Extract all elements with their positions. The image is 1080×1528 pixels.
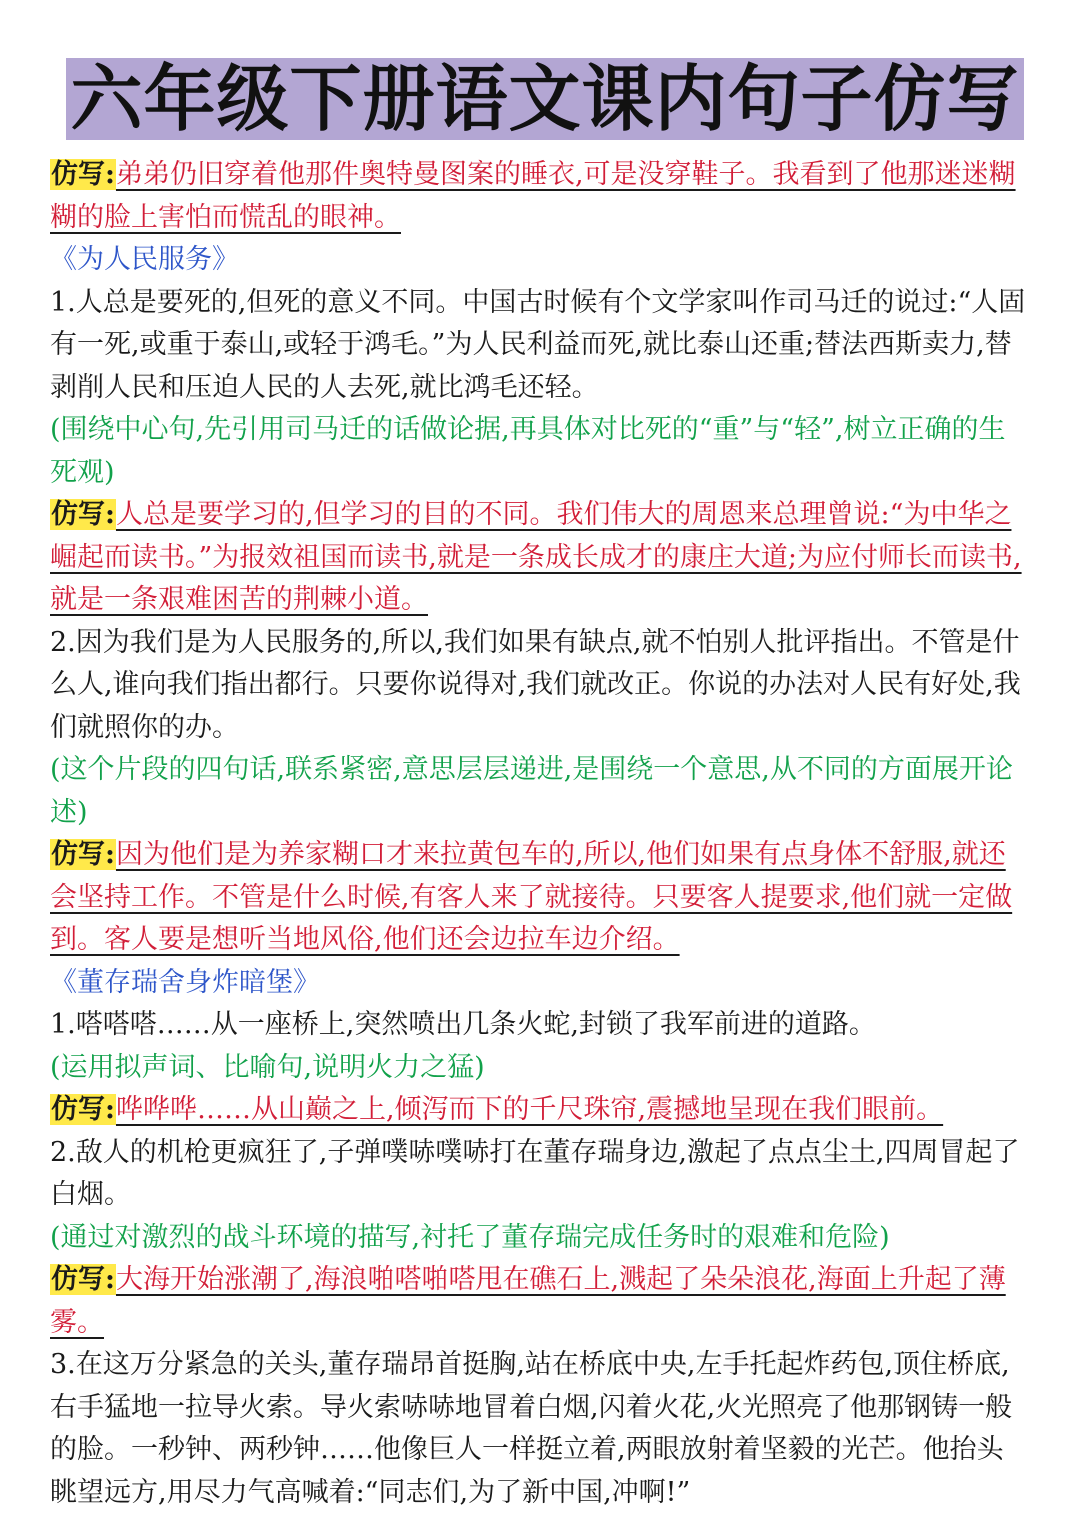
section-heading: 《董存瑞舍身炸暗堡》: [50, 966, 320, 998]
title-banner: [66, 58, 1024, 140]
content: [50, 154, 1026, 1514]
section-heading: 《为人民服务》: [50, 244, 239, 275]
imitation-label: 仿写:: [51, 499, 115, 530]
imitation-label: 仿写:: [51, 839, 115, 870]
original-sentence: 1.嗒嗒嗒……从一座桥上,突然喷出几条火蛇,封锁了我军前进的道路。: [50, 1009, 876, 1040]
imitation-text: 因为他们是为养家糊口才来拉黄包车的,所以,他们如果有点身体不舒服,就还会坚持工作。不管是什么时候,有客人来了就接待。只要客人提要求,他们就一定做到。客人要是想听当地风俗,他们还会边拉车边介绍。: [50, 839, 1013, 955]
imitation-block: [50, 1259, 1026, 1344]
original-sentence: 2.敌人的机枪更疯狂了,子弹噗哧噗哧打在董存瑞身边,激起了点点尘土,四周冒起了白烟。: [50, 1136, 1020, 1210]
imitation-label: 仿写:: [51, 159, 115, 190]
intro-imitation: [50, 154, 1026, 239]
original-sentence: 1.人总是要死的,但死的意义不同。中国古时候有个文学家叫作司马迁的说过:“人固有一死,或重于泰山,或轻于鸿毛。”为人民利益而死,就比泰山还重;替法西斯卖力,替剥削人民和压迫人民的人去死,就比鸿毛还轻。: [50, 286, 1026, 403]
page-title: 六年级下册语文课内句子仿写: [70, 57, 1020, 141]
imitation-block: [50, 1089, 1026, 1132]
analysis-note: (运用拟声词、比喻句,说明火力之猛): [50, 1051, 485, 1083]
original-sentence: 3.在这万分紧急的关头,董存瑞昂首挺胸,站在桥底中央,左手托起炸药包,顶住桥底,右手猛地一拉导火索。导火索哧哧地冒着白烟,闪着火花,火光照亮了他那钢铸一般的脸。一秒钟、两秒钟……他像巨人一样挺立着,两眼放射着坚毅的光芒。他抬头眺望远方,用尽力气高喊着:“同志们,为了新中国,冲啊!”: [50, 1349, 1013, 1508]
analysis-note: (通过对激烈的战斗环境的描写,衬托了董存瑞完成任务时的艰难和危险): [50, 1221, 890, 1253]
original-sentence: 2.因为我们是为人民服务的,所以,我们如果有缺点,就不怕别人批评指出。不管是什么人,谁向我们指出都行。只要你说得对,我们就改正。你说的办法对人民有好处,我们就照你的办。: [50, 626, 1021, 743]
imitation-block: [50, 834, 1026, 962]
imitation-label: 仿写:: [51, 1264, 115, 1295]
analysis-note: (围绕中心句,先引用司马迁的话做论据,再具体对比死的“重”与“轻”,树立正确的生死观): [50, 414, 1006, 488]
imitation-label: 仿写:: [51, 1094, 115, 1125]
imitation-text: 弟弟仍旧穿着他那件奥特曼图案的睡衣,可是没穿鞋子。我看到了他那迷迷糊糊的脸上害怕而慌乱的眼神。: [50, 159, 1016, 233]
imitation-text: 大海开始涨潮了,海浪啪嗒啪嗒甩在礁石上,溅起了朵朵浪花,海面上升起了薄雾。: [50, 1264, 1006, 1338]
imitation-text: 哗哗哗……从山巅之上,倾泻而下的千尺珠帘,震撼地呈现在我们眼前。: [115, 1094, 944, 1125]
imitation-block: [50, 494, 1026, 622]
analysis-note: (这个片段的四句话,联系紧密,意思层层递进,是围绕一个意思,从不同的方面展开论述): [50, 754, 1013, 828]
imitation-text: 人总是要学习的,但学习的目的不同。我们伟大的周恩来总理曾说:“为中华之崛起而读书。”为报效祖国而读书,就是一条成长成才的康庄大道;为应付师长而读书,就是一条艰难困苦的荆棘小道。: [50, 499, 1022, 615]
